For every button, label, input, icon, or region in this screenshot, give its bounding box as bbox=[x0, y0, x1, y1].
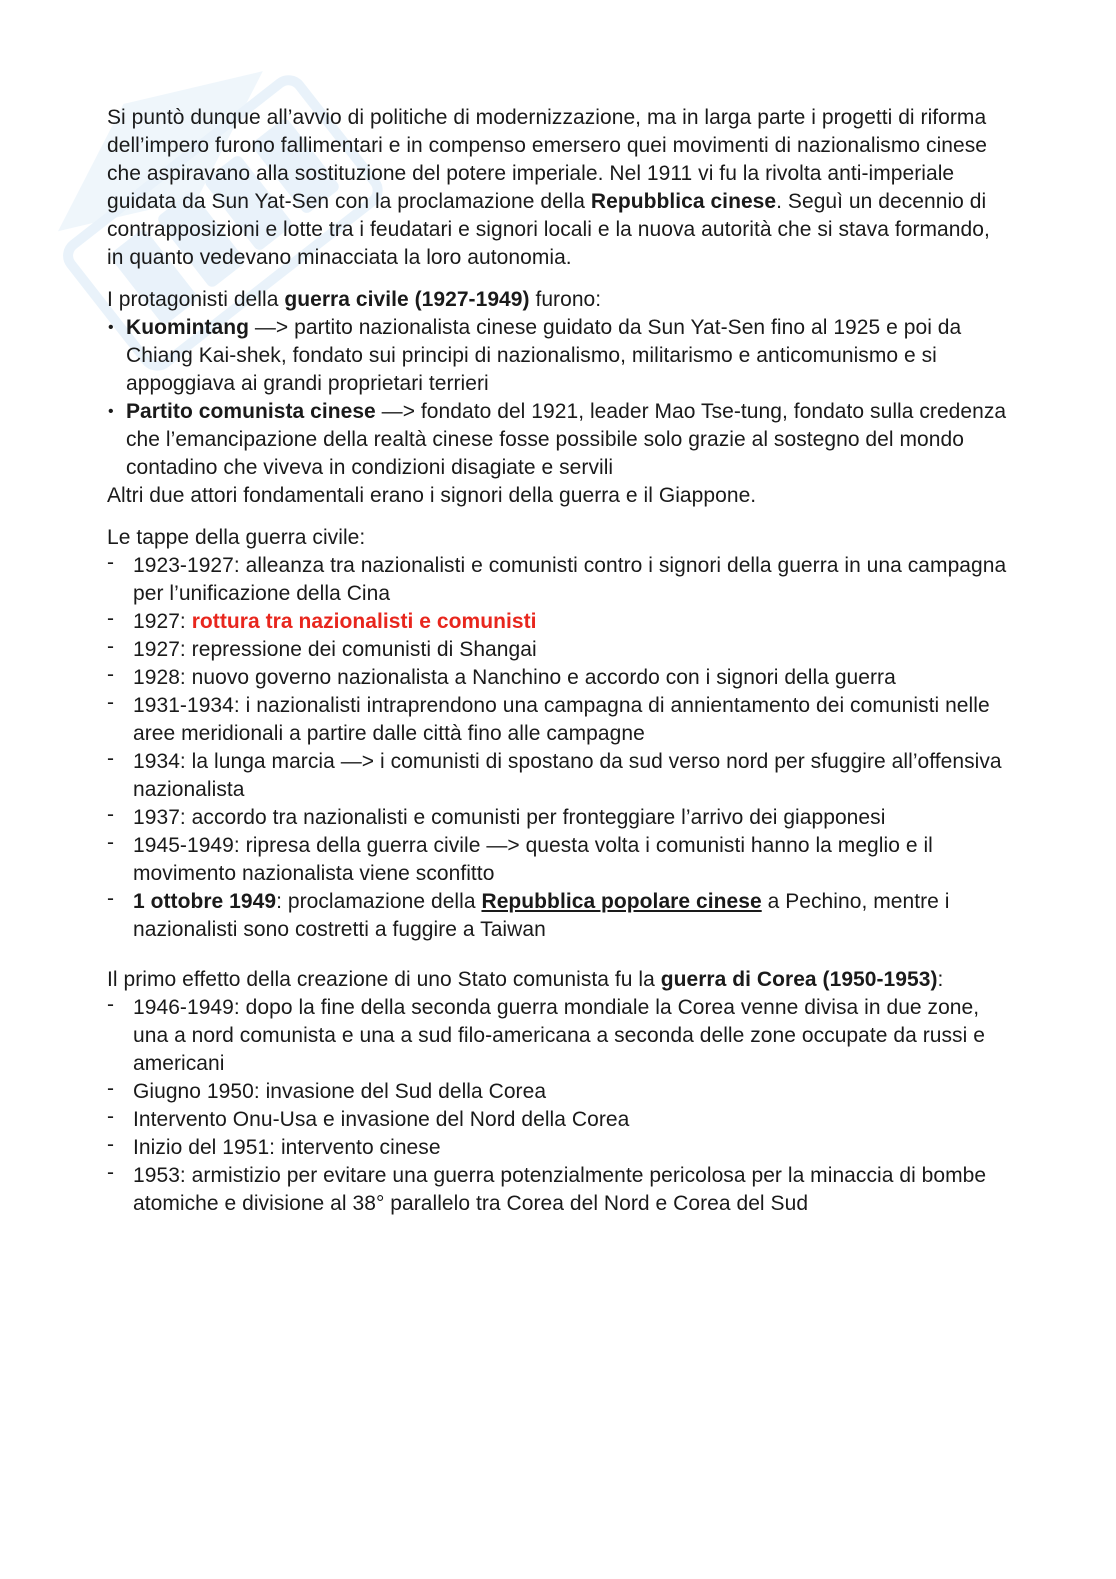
intro-paragraph: Si puntò dunque all’avvio di politiche di modernizzazione, ma in larga parte i progetti di riforma dell’impero furono fallimentari e in compenso emersero quei movimenti di nazionalismo cinese che aspiravano alla sostituzione del potere imperiale. Nel 1911 vi fu la rivolta anti-imperiale guidata da Sun Yat-Sen con la proclamazione della Repubblica cinese. Seguì un decennio di contrapposizioni e lotte tra i feudatari e signori locali e la nuova autorità che si stava formando, in quanto vedevano minacciata la loro autonomia. bbox=[107, 106, 990, 269]
list-item: - 1928: nuovo governo nazionalista a Nanchino e accordo con i signori della guerra bbox=[107, 663, 896, 689]
protagonists-list bbox=[107, 314, 1012, 482]
document-page bbox=[107, 104, 1012, 1218]
stages-heading: Le tappe della guerra civile: bbox=[107, 526, 366, 549]
repubblica-cinese-term: Repubblica cinese bbox=[590, 190, 777, 213]
list-item: - 1923-1927: alleanza tra nazionalisti e comunisti contro i signori della guerra in una campagna per l’unificazione della Cina bbox=[107, 551, 1007, 605]
list-item: • Kuomintang —> partito nazionalista cinese guidato da Sun Yat-Sen fino al 1925 e poi da Chiang Kai-shek, fondato sui principi di nazionalismo, militarismo e anticomunismo e si appoggiava ai grandi proprietari terrieri bbox=[107, 314, 1012, 398]
korea-list bbox=[107, 994, 1012, 1218]
guerra-civile-term: guerra civile (1927-1949) bbox=[284, 288, 530, 311]
stages-list bbox=[107, 552, 1012, 944]
list-item: - 1927: rottura tra nazionalisti e comunisti bbox=[107, 607, 537, 633]
list-item: - 1927: repressione dei comunisti di Shangai bbox=[107, 635, 537, 661]
list-item: - 1953: armistizio per evitare una guerra potenzialmente pericolosa per la minaccia di bombe atomiche e divisione al 38° parallelo tra Corea del Nord e Corea del Sud bbox=[107, 1161, 987, 1215]
list-item: - Intervento Onu-Usa e invasione del Nord della Corea bbox=[107, 1105, 630, 1131]
korea-heading: Il primo effetto della creazione di uno Stato comunista fu la guerra di Corea (1950-1953): bbox=[107, 968, 944, 991]
list-item: - 1931-1934: i nazionalisti intraprendono una campagna di annientamento dei comunisti nelle aree meridionali a partire dalle città fino alle campagne bbox=[107, 691, 990, 745]
guerra-corea-term: guerra di Corea (1950-1953) bbox=[660, 968, 938, 991]
list-item: • Partito comunista cinese —> fondato del 1921, leader Mao Tse-tung, fondato sulla credenza che l’emancipazione della realtà cinese fosse possibile solo grazie al sostegno del mondo contadino che viveva in condizioni disagiate e servili bbox=[107, 398, 1012, 482]
list-item: - 1945-1949: ripresa della guerra civile —> questa volta i comunisti hanno la meglio e il movimento nazionalista viene sconfitto bbox=[107, 831, 933, 885]
protagonists-heading: I protagonisti della guerra civile (1927-1949) furono: bbox=[107, 288, 602, 311]
list-item: - 1937: accordo tra nazionalisti e comunisti per fronteggiare l’arrivo dei giapponesi bbox=[107, 803, 886, 829]
list-item: - 1946-1949: dopo la fine della seconda guerra mondiale la Corea venne divisa in due zone, una a nord comunista e una a sud filo-americana a seconda delle zone occupate da russi e americani bbox=[107, 993, 985, 1075]
list-item: - Inizio del 1951: intervento cinese bbox=[107, 1133, 441, 1159]
list-item: - Giugno 1950: invasione del Sud della Corea bbox=[107, 1077, 547, 1103]
list-item: - 1934: la lunga marcia —> i comunisti di spostano da sud verso nord per sfuggire all’offensiva nazionalista bbox=[107, 747, 1002, 801]
repubblica-popolare-term: Repubblica popolare cinese bbox=[481, 890, 762, 913]
list-item: - 1 ottobre 1949: proclamazione della Repubblica popolare cinese a Pechino, mentre i nazionalisti sono costretti a fuggire a Taiwan bbox=[107, 887, 950, 941]
highlight-text: rottura tra nazionalisti e comunisti bbox=[191, 610, 537, 633]
other-actors-text: Altri due attori fondamentali erano i signori della guerra e il Giappone. bbox=[107, 484, 757, 507]
